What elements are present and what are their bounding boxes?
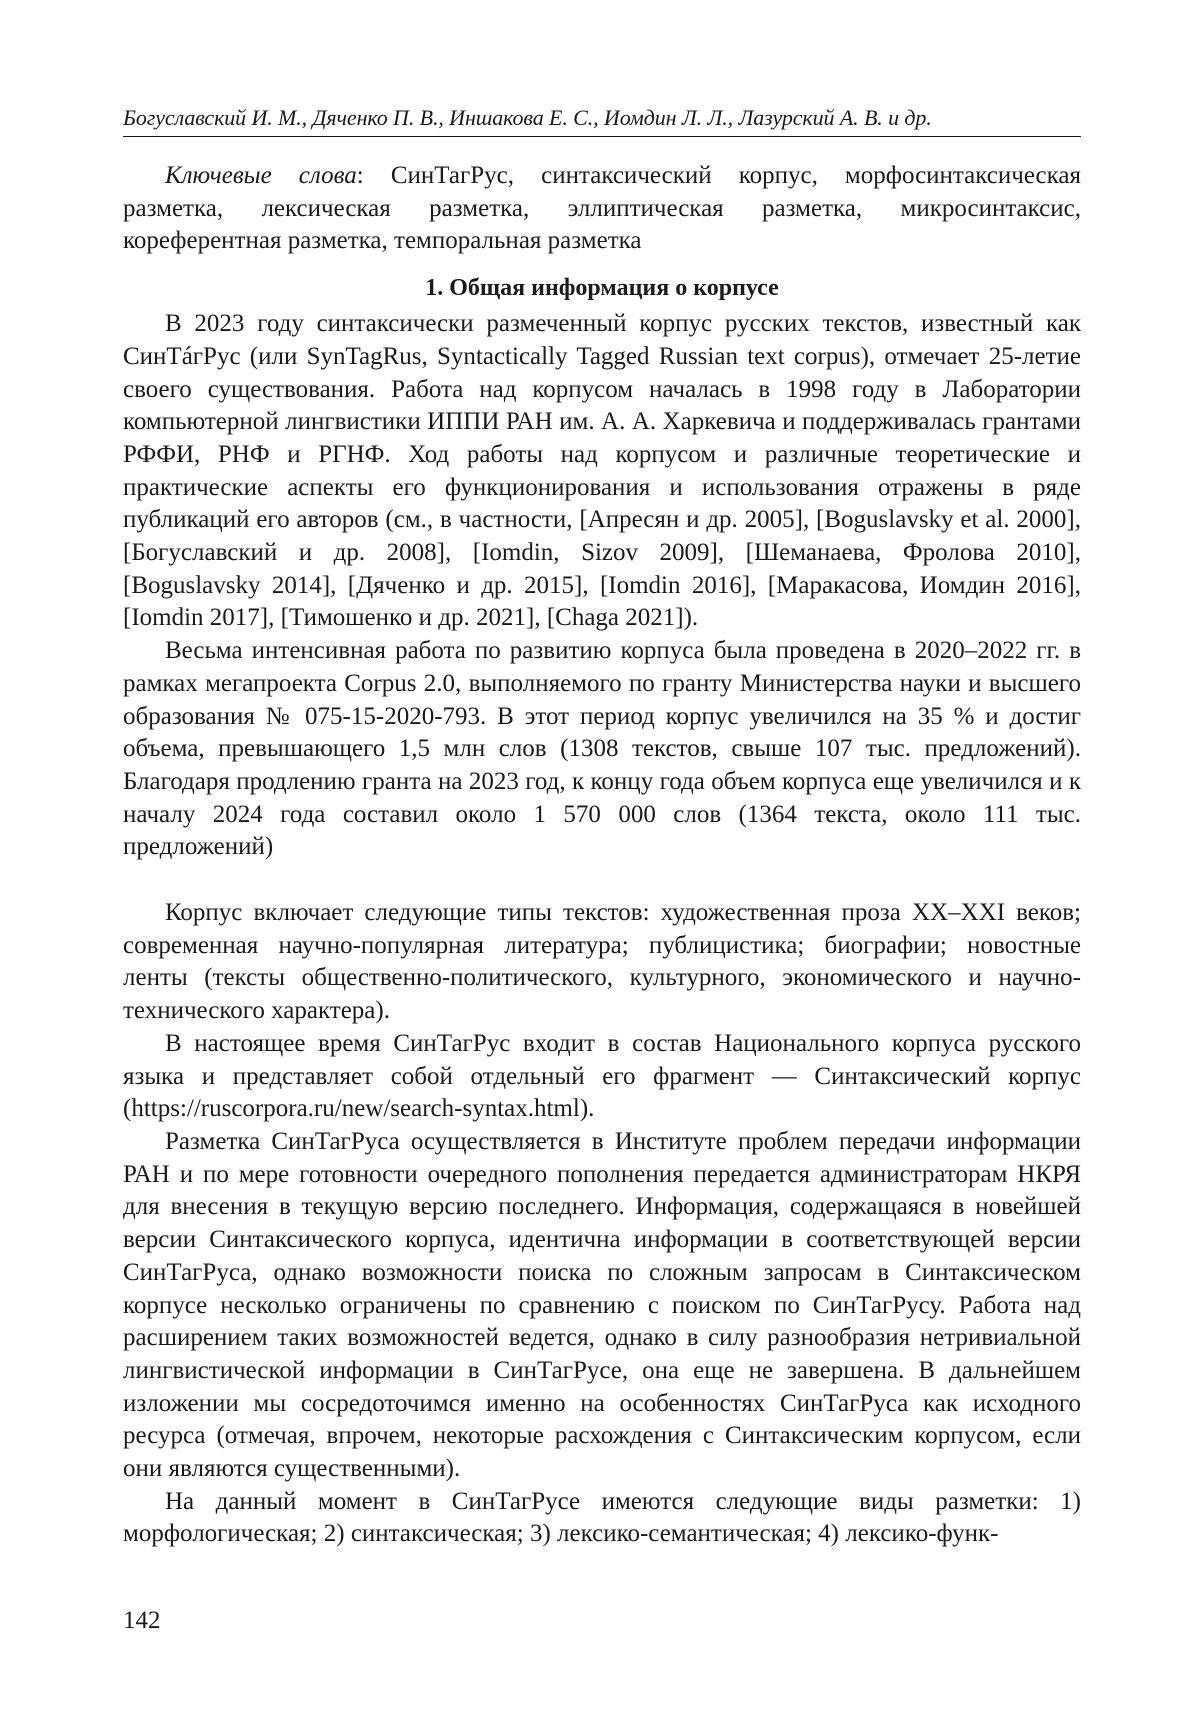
running-header: Богуславский И. М., Дяченко П. В., Иншакова Е. С., Иомдин Л. Л., Лазурский А. В. и др. (123, 105, 932, 130)
paragraph-gap (123, 864, 1081, 897)
header-rule (123, 136, 1081, 137)
body-text (123, 160, 1081, 1551)
keywords-text: : СинТагРус, синтаксический корпус, морфосинтаксическая разметка, лексическая разметка, эллиптическая разметка, микросинтаксис, кореферентная разметка, темпоральная разметка (123, 162, 1081, 255)
paragraph-national-corpus: В настоящее время СинТагРус входит в состав Национального корпуса русского языка и представляет собой отдельный его фрагмент — Синтаксический корпус (https://ruscorpora.ru/new/search-syntax.html). (123, 1029, 1081, 1123)
keywords-paragraph (123, 160, 1081, 258)
paragraph-annotation-process: Разметка СинТагРуса осуществляется в Институте проблем передачи информации РАН и по мере готовности очередного пополнения передается администраторам НКРЯ для внесения в текущую версию последнего. Информация, содержащаяся в новейшей версии Синтаксического корпуса, идентична информации в соответствующей версии СинТагРуса, однако возможности поиска по сложным запросам в Синтаксическом корпусе несколько ограничены по сравнению с поиском по СинТагРусу. Работа над расширением таких возможностей ведется, однако в силу разнообразия нетривиальной лингвистической информации в СинТагРусе, она еще не завершена. В дальнейшем изложении мы сосредоточимся именно на особенностях СинТагРуса как исходного ресурса (отмечая, впрочем, некоторые расхождения с Синтаксическим корпусом, если они являются существенными). (123, 1127, 1081, 1483)
paragraph-text-types: Корпус включает следующие типы текстов: художественная проза XX–XXI веков; современная научно-популярная литература; публицистика; биографии; новостные ленты (тексты общественно-политического, культурного, экономического и научно-технического характера). (123, 899, 1081, 1025)
paragraph-annotation-types: На данный момент в СинТагРусе имеются следующие виды разметки: 1) морфологическая; 2) синтаксическая; 3) лексико-семантическая; 4) лексико-функ- (123, 1487, 1081, 1548)
paragraph-development: Весьма интенсивная работа по развитию корпуса была проведена в 2020–2022 гг. в рамках мегапроекта Corpus 2.0, выполняемого по гранту Министерства науки и высшего образования № 075-15-2020-793. В этот период корпус увеличился на 35 % и достиг объема, превышающего 1,5 млн слов (1308 текстов, свыше 107 тыс. предложений). Благодаря продлению гранта на 2023 год, к концу года объем корпуса еще увеличился и к началу 2024 года составил около 1 570 000 слов (1364 текста, около 111 тыс. предложений) (123, 637, 1081, 861)
paragraph-history: В 2023 году синтаксически размеченный корпус русских текстов, известный как СинТáгРус (или SynTagRus, Syntactically Tagged Russian text corpus), отмечает 25-летие своего существования. Работа над корпусом началась в 1998 году в Лаборатории компьютерной лингвистики ИППИ РАН им. А. А. Харкевича и поддерживалась грантами РФФИ, РНФ и РГНФ. Ход работы над корпусом и различные теоретические и практические аспекты его функционирования и использования отражены в ряде публикаций его авторов (см., в частности, [Апресян и др. 2005], [Boguslavsky et al. 2000], [Богуславский и др. 2008], [Iomdin, Sizov 2009], [Шеманаева, Фролова 2010], [Boguslavsky 2014], [Дяченко и др. 2015], [Iomdin 2016], [Маракасова, Иомдин 2016], [Iomdin 2017], [Тимошенко и др. 2021], [Chaga 2021]). (123, 310, 1081, 632)
keywords-label: Ключевые слова (165, 162, 357, 189)
page-number: 142 (123, 1607, 161, 1634)
section-heading: 1. Общая информация о корпусе (425, 275, 779, 302)
